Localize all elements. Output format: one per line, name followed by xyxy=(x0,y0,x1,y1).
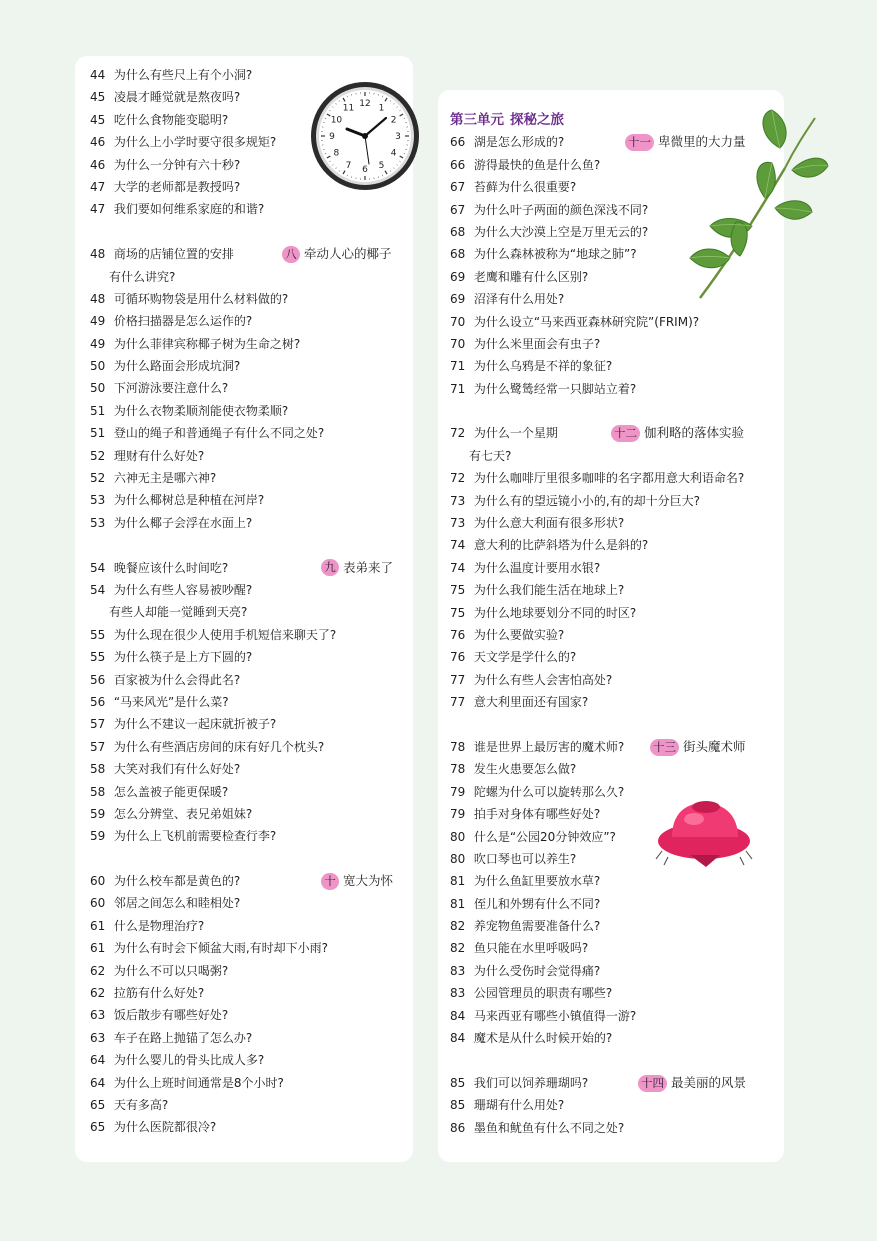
page-number: 81 xyxy=(450,896,466,911)
page-number: 80 xyxy=(450,851,466,866)
question-text: 苔藓为什么很重要? xyxy=(473,180,577,195)
clock-number: 3 xyxy=(395,132,401,143)
question-text: 六神无主是哪六神? xyxy=(113,471,217,486)
page-number: 61 xyxy=(90,918,106,933)
list-item xyxy=(90,579,405,601)
page-number: 55 xyxy=(90,627,106,642)
question-text: 大学的老师都是教授吗? xyxy=(113,179,241,194)
page-number: 72 xyxy=(450,426,466,441)
clock-number: 2 xyxy=(390,115,397,126)
page-number: 74 xyxy=(450,538,466,553)
page-number: 81 xyxy=(450,874,466,889)
list-item xyxy=(450,557,780,579)
list-item xyxy=(90,512,405,534)
list-item xyxy=(450,646,780,668)
question-text: 公园管理员的职责有哪些? xyxy=(473,986,613,1001)
list-item xyxy=(450,960,780,982)
unit-title-number: 第三单元 xyxy=(450,112,504,128)
list-item xyxy=(450,355,780,377)
question-text: 有什么讲究? xyxy=(109,269,176,284)
section-gap xyxy=(90,221,405,243)
question-text: 为什么校车都是黄色的? xyxy=(113,874,241,889)
question-text: 天文学是学什么的? xyxy=(473,650,577,665)
page-number: 80 xyxy=(450,829,466,844)
question-text: 大笑对我们有什么好处? xyxy=(113,762,241,777)
list-item xyxy=(90,243,405,265)
page-number: 85 xyxy=(450,1075,466,1090)
page-number: 77 xyxy=(450,672,466,687)
page-number: 60 xyxy=(90,896,106,911)
list-item xyxy=(90,1027,405,1049)
list-item xyxy=(450,1005,780,1027)
question-text: 为什么上班时间通常是8个小时? xyxy=(113,1075,284,1090)
question-text: 为什么鹭鸶经常一只脚站立着? xyxy=(473,381,637,396)
list-item xyxy=(90,713,405,735)
page-number: 67 xyxy=(450,180,466,195)
question-text: 吹口琴也可以养生? xyxy=(473,851,577,866)
page-number: 82 xyxy=(450,941,466,956)
question-text: 马来西亚有哪些小镇值得一游? xyxy=(473,1008,637,1023)
page-number: 64 xyxy=(90,1053,106,1068)
page-number: 61 xyxy=(90,941,106,956)
leaves-illustration xyxy=(680,108,830,306)
question-text: 登山的绳子和普通绳子有什么不同之处? xyxy=(113,426,325,441)
list-item xyxy=(450,893,780,915)
chapter-badge: 十二 xyxy=(611,425,640,442)
page-number: 47 xyxy=(90,179,106,194)
list-item xyxy=(450,736,780,758)
list-item xyxy=(90,669,405,691)
clock-number: 7 xyxy=(345,160,352,171)
clock-number: 6 xyxy=(362,165,368,176)
page-number: 63 xyxy=(90,1008,106,1023)
page-number: 44 xyxy=(90,68,106,82)
page-number: 53 xyxy=(90,493,106,508)
page-number: 65 xyxy=(90,1120,106,1135)
list-item xyxy=(450,333,780,355)
question-text: 为什么有些人容易被吵醒? xyxy=(113,582,253,597)
page-number: 57 xyxy=(90,717,106,732)
question-text: 为什么乌鸦是不祥的象征? xyxy=(473,359,613,374)
question-text: 为什么一分钟有六十秒? xyxy=(113,157,241,172)
list-item xyxy=(450,422,780,444)
clock-number: 12 xyxy=(359,99,371,110)
list-item xyxy=(450,1072,780,1094)
question-text: 沼泽有什么用处? xyxy=(473,292,565,307)
page-number: 69 xyxy=(450,292,466,307)
question-text: 晚餐应该什么时间吃? xyxy=(113,560,229,575)
question-text: 为什么衣物柔顺剂能使衣物柔顺? xyxy=(113,403,289,418)
page-number: 52 xyxy=(90,471,106,486)
list-item xyxy=(90,198,405,220)
list-item xyxy=(90,445,405,467)
question-text: “马来风光”是什么菜? xyxy=(113,694,229,709)
list-item xyxy=(90,355,405,377)
question-text: 为什么现在很少人使用手机短信来聊天了? xyxy=(113,627,337,642)
list-item xyxy=(90,333,405,355)
page-number: 45 xyxy=(90,90,106,105)
question-text: 百家被为什么会得此名? xyxy=(113,672,241,687)
question-text: 墨鱼和鱿鱼有什么不同之处? xyxy=(473,1120,625,1135)
page-number: 49 xyxy=(90,336,106,351)
clock-number: 1 xyxy=(378,103,385,114)
clock-illustration xyxy=(309,80,421,192)
list-item xyxy=(90,377,405,399)
page-number: 75 xyxy=(450,583,466,598)
page-number: 62 xyxy=(90,986,106,1001)
list-item xyxy=(90,601,405,623)
question-text: 为什么我们能生活在地球上? xyxy=(473,583,625,598)
question-text: 我们要如何维系家庭的和谐? xyxy=(113,202,265,217)
question-text: 为什么叶子两面的颜色深浅不同? xyxy=(473,202,649,217)
list-item xyxy=(450,1094,780,1116)
page-number: 46 xyxy=(90,135,106,150)
page-number: 57 xyxy=(90,739,106,754)
section-gap xyxy=(90,534,405,556)
list-item xyxy=(90,1072,405,1094)
section-gap xyxy=(450,400,780,422)
page-number: 79 xyxy=(450,784,466,799)
question-text: 天有多高? xyxy=(113,1097,169,1112)
chapter-title: 最美丽的风景 xyxy=(671,1074,747,1090)
question-text: 老鹰和雕有什么区别? xyxy=(473,269,589,284)
question-text: 为什么有些酒店房间的床有好几个枕头? xyxy=(113,739,325,754)
question-text: 为什么鱼缸里要放水草? xyxy=(473,874,601,889)
page-number: 72 xyxy=(450,471,466,486)
page-number: 62 xyxy=(90,963,106,978)
page-number: 65 xyxy=(90,1097,106,1112)
page-number: 51 xyxy=(90,403,106,418)
list-item xyxy=(90,1049,405,1071)
list-item xyxy=(90,310,405,332)
page-number: 83 xyxy=(450,963,466,978)
chapter-title: 表弟来了 xyxy=(343,559,394,575)
question-text: 怎么分辨堂、表兄弟姐妹? xyxy=(113,806,253,821)
list-item xyxy=(450,758,780,780)
list-item xyxy=(90,825,405,847)
list-item xyxy=(450,311,780,333)
list-item xyxy=(450,534,780,556)
page-number: 58 xyxy=(90,784,106,799)
list-item xyxy=(90,870,405,892)
question-text: 邻居之间怎么和睦相处? xyxy=(113,896,241,911)
question-text: 为什么地球要划分不同的时区? xyxy=(473,605,637,620)
page-number: 59 xyxy=(90,829,106,844)
chapter-title: 牵动人心的椰子 xyxy=(304,246,392,262)
page-number: 48 xyxy=(90,291,106,306)
list-item xyxy=(450,467,780,489)
left-question-list xyxy=(90,64,405,1139)
list-item xyxy=(450,602,780,624)
page-number: 77 xyxy=(450,695,466,710)
question-text: 湖是怎么形成的? xyxy=(473,135,565,150)
list-item xyxy=(90,266,405,288)
list-item xyxy=(90,937,405,959)
question-text: 理财有什么好处? xyxy=(113,448,205,463)
page-number: 51 xyxy=(90,426,106,441)
question-text: 为什么上飞机前需要检查行李? xyxy=(113,829,277,844)
page-number: 46 xyxy=(90,157,106,172)
list-item xyxy=(90,915,405,937)
question-text: 为什么婴儿的骨头比成人多? xyxy=(113,1053,265,1068)
page-number: 59 xyxy=(90,806,106,821)
list-item xyxy=(90,1004,405,1026)
list-item xyxy=(90,960,405,982)
page-number: 45 xyxy=(90,112,106,127)
page-number: 82 xyxy=(450,919,466,934)
question-text: 为什么椰树总是种植在河岸? xyxy=(113,493,265,508)
question-text: 为什么要做实验? xyxy=(473,627,565,642)
list-item xyxy=(450,915,780,937)
question-text: 为什么有些人会害怕高处? xyxy=(473,672,613,687)
page-number: 58 xyxy=(90,762,106,777)
list-item xyxy=(90,803,405,825)
page-number: 55 xyxy=(90,650,106,665)
chapter-badge: 十 xyxy=(321,873,339,890)
question-text: 有些人却能一觉睡到天亮? xyxy=(109,605,248,620)
page-number: 70 xyxy=(450,314,466,329)
question-text: 可循环购物袋是用什么材料做的? xyxy=(113,291,289,306)
question-text: 陀螺为什么可以旋转那么久? xyxy=(473,784,625,799)
spinning-top-illustration xyxy=(654,797,754,869)
page-number: 78 xyxy=(450,739,466,754)
list-item xyxy=(90,892,405,914)
page-number: 71 xyxy=(450,381,466,396)
question-text: 车子在路上抛锚了怎么办? xyxy=(113,1030,253,1045)
list-item xyxy=(450,691,780,713)
page-number: 54 xyxy=(90,560,106,575)
clock-number: 4 xyxy=(390,148,397,159)
page-number: 68 xyxy=(450,224,466,239)
chapter-tag xyxy=(282,243,392,265)
page-number: 73 xyxy=(450,493,466,508)
question-text: 为什么森林被称为“地球之肺”? xyxy=(473,247,637,262)
list-item xyxy=(90,646,405,668)
question-text: 发生火患要怎么做? xyxy=(473,762,577,777)
question-text: 怎么盖被子能更保暖? xyxy=(113,784,229,799)
page-number: 78 xyxy=(450,762,466,777)
list-item xyxy=(90,982,405,1004)
page-number: 63 xyxy=(90,1030,106,1045)
list-item xyxy=(90,557,405,579)
question-text: 谁是世界上最厉害的魔术师? xyxy=(473,739,625,754)
question-text: 吃什么食物能变聪明? xyxy=(113,112,229,127)
list-item xyxy=(450,624,780,646)
list-item xyxy=(450,1117,780,1139)
list-item xyxy=(450,937,780,959)
section-gap xyxy=(450,714,780,736)
question-text: 为什么一个星期 xyxy=(473,426,558,441)
question-text: 珊瑚有什么用处? xyxy=(473,1098,565,1113)
list-item xyxy=(90,758,405,780)
list-item xyxy=(90,489,405,511)
chapter-badge: 十三 xyxy=(650,739,679,756)
page-number: 66 xyxy=(450,135,466,150)
section-gap xyxy=(90,848,405,870)
question-text: 凌晨才睡觉就是熬夜吗? xyxy=(113,90,241,105)
page-number: 84 xyxy=(450,1008,466,1023)
question-text: 为什么有的望远镜小小的,有的却十分巨大? xyxy=(473,493,701,508)
question-text: 为什么不可以只喝粥? xyxy=(113,963,229,978)
list-item xyxy=(90,467,405,489)
question-text: 侄儿和外甥有什么不同? xyxy=(473,896,601,911)
page-number: 53 xyxy=(90,515,106,530)
question-text: 鱼只能在水里呼吸吗? xyxy=(473,941,589,956)
page-number: 50 xyxy=(90,381,106,396)
question-text: 什么是“公园20分钟效应”? xyxy=(473,829,616,844)
chapter-badge: 十四 xyxy=(638,1075,667,1092)
question-text: 下河游泳要注意什么? xyxy=(113,381,229,396)
page-number: 54 xyxy=(90,582,106,597)
page-number: 75 xyxy=(450,605,466,620)
page-number: 79 xyxy=(450,807,466,822)
chapter-title: 伽利略的落体实验 xyxy=(644,425,745,441)
page-number: 76 xyxy=(450,650,466,665)
question-text: 魔术是从什么时候开始的? xyxy=(473,1031,613,1046)
page-number: 86 xyxy=(450,1120,466,1135)
chapter-badge: 九 xyxy=(321,559,339,576)
page-number: 68 xyxy=(450,247,466,262)
question-text: 拉筋有什么好处? xyxy=(113,986,205,1001)
page-number: 76 xyxy=(450,627,466,642)
list-item xyxy=(90,288,405,310)
chapter-badge: 十一 xyxy=(625,134,654,151)
clock-number: 8 xyxy=(333,148,340,159)
chapter-tag xyxy=(611,422,744,444)
question-text: 有七天? xyxy=(469,448,512,463)
page-number: 52 xyxy=(90,448,106,463)
list-item xyxy=(450,1027,780,1049)
list-item xyxy=(450,982,780,1004)
list-item xyxy=(90,422,405,444)
clock-number: 5 xyxy=(378,160,385,171)
list-item xyxy=(450,512,780,534)
question-text: 为什么菲律宾称椰子树为生命之树? xyxy=(113,336,301,351)
page-number: 60 xyxy=(90,874,106,889)
list-item xyxy=(450,445,780,467)
list-item xyxy=(90,1094,405,1116)
question-text: 为什么受伤时会觉得痛? xyxy=(473,963,601,978)
page-number: 83 xyxy=(450,986,466,1001)
page-number: 56 xyxy=(90,694,106,709)
question-text: 为什么温度计要用水银? xyxy=(473,560,601,575)
question-text: 为什么意大利面有很多形状? xyxy=(473,516,625,531)
list-item xyxy=(90,781,405,803)
chapter-title: 街头魔术师 xyxy=(683,738,746,754)
question-text: 拍手对身体有哪些好处? xyxy=(473,807,601,822)
page-number: 48 xyxy=(90,247,106,262)
list-item xyxy=(450,490,780,512)
question-text: 为什么筷子是上方下圆的? xyxy=(113,650,253,665)
question-text: 为什么不建议一起床就折被子? xyxy=(113,717,277,732)
question-text: 游得最快的鱼是什么鱼? xyxy=(473,157,601,172)
question-text: 为什么上小学时要守很多规矩? xyxy=(113,135,277,150)
list-item xyxy=(450,669,780,691)
chapter-tag xyxy=(321,557,393,579)
question-text: 饭后散步有哪些好处? xyxy=(113,1008,229,1023)
page-number: 84 xyxy=(450,1031,466,1046)
list-item xyxy=(450,870,780,892)
question-text: 为什么咖啡厅里很多咖啡的名字都用意大利语命名? xyxy=(473,471,745,486)
page-number: 73 xyxy=(450,516,466,531)
page-number: 64 xyxy=(90,1075,106,1090)
page-number: 47 xyxy=(90,202,106,217)
list-item xyxy=(450,579,780,601)
list-item xyxy=(90,624,405,646)
list-item xyxy=(90,736,405,758)
chapter-title: 宽大为怀 xyxy=(343,873,394,889)
page-number: 67 xyxy=(450,202,466,217)
clock-number: 9 xyxy=(329,132,335,143)
question-text: 价格扫描器是怎么运作的? xyxy=(113,314,253,329)
question-text: 商场的店铺位置的安排 xyxy=(113,247,234,262)
unit-title-name: 探秘之旅 xyxy=(510,112,564,128)
list-item xyxy=(90,691,405,713)
page-number: 56 xyxy=(90,672,106,687)
question-text: 我们可以饲养珊瑚吗? xyxy=(473,1075,589,1090)
question-text: 为什么设立“马来西亚森林研究院”(FRIM)? xyxy=(473,314,700,329)
question-text: 为什么有些尺上有个小洞? xyxy=(113,68,253,82)
question-text: 什么是物理治疗? xyxy=(113,918,205,933)
page-number: 71 xyxy=(450,359,466,374)
question-text: 为什么医院都很冷? xyxy=(113,1120,217,1135)
page-number: 69 xyxy=(450,269,466,284)
page-number: 49 xyxy=(90,314,106,329)
clock-number: 11 xyxy=(342,103,355,114)
chapter-tag xyxy=(638,1072,746,1094)
question-text: 意大利里面还有国家? xyxy=(473,695,589,710)
question-text: 养宠物鱼需要准备什么? xyxy=(473,919,601,934)
question-text: 为什么椰子会浮在水面上? xyxy=(113,515,253,530)
question-text: 为什么有时会下倾盆大雨,有时却下小雨? xyxy=(113,941,329,956)
chapter-tag xyxy=(321,870,393,892)
page-number: 50 xyxy=(90,359,106,374)
chapter-title: 卑微里的大力量 xyxy=(658,134,746,150)
question-text: 为什么米里面会有虫子? xyxy=(473,336,601,351)
section-gap xyxy=(450,1049,780,1071)
list-item xyxy=(90,400,405,422)
list-item xyxy=(450,378,780,400)
question-text: 为什么路面会形成坑洞? xyxy=(113,359,241,374)
page-number: 85 xyxy=(450,1098,466,1113)
question-text: 意大利的比萨斜塔为什么是斜的? xyxy=(473,538,649,553)
chapter-badge: 八 xyxy=(282,246,300,263)
question-text: 为什么大沙漠上空是万里无云的? xyxy=(473,224,649,239)
list-item xyxy=(90,1116,405,1138)
page-number: 70 xyxy=(450,336,466,351)
chapter-tag xyxy=(650,736,746,758)
page-number: 74 xyxy=(450,560,466,575)
clock-number: 10 xyxy=(330,115,343,126)
page-number: 66 xyxy=(450,157,466,172)
